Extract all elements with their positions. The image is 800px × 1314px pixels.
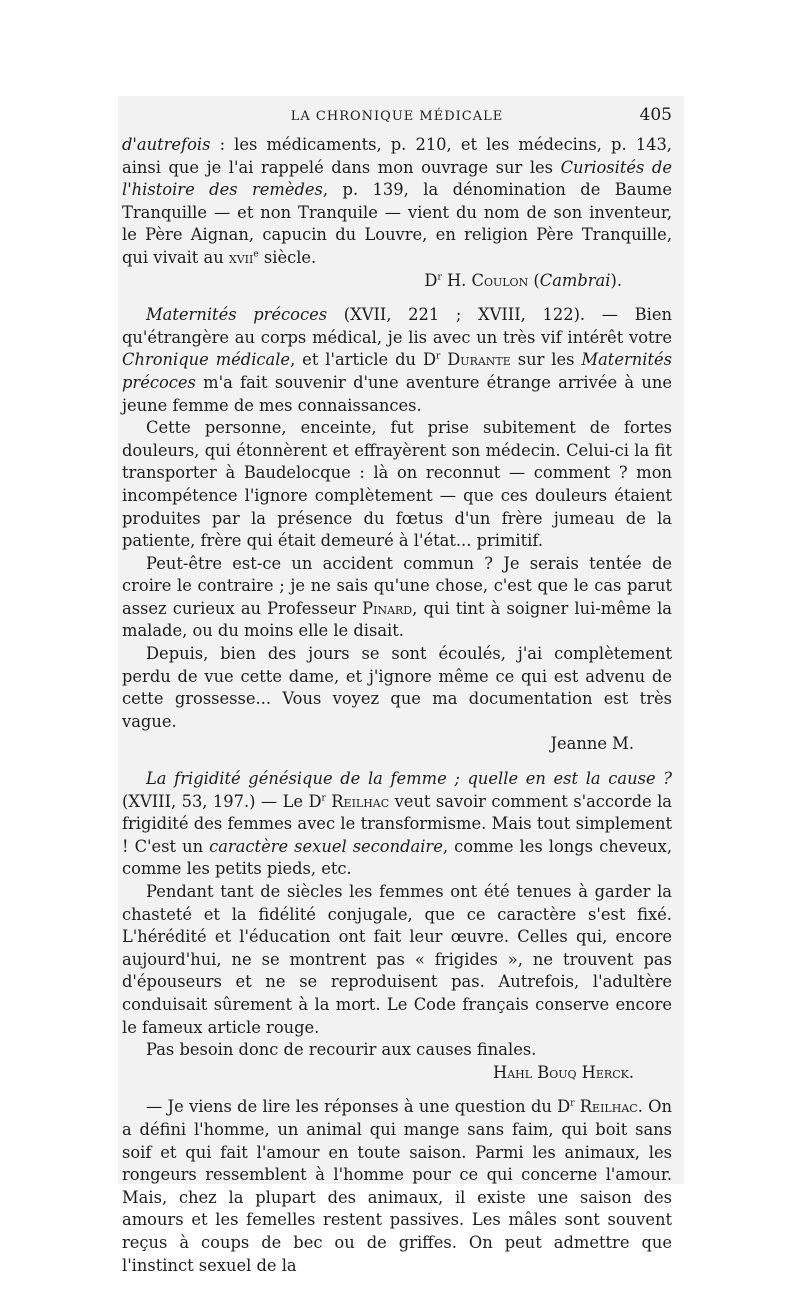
paragraph-accident [122,553,672,643]
section-gap [122,1084,672,1096]
page-header [122,104,672,130]
paragraph-besoin: Pas besoin donc de recourir aux causes finales. [146,1040,537,1060]
place-name: Cambrai [539,270,611,290]
text-run: veut savoir comment s'accorde la frigidité des femmes avec le transformisme. Mais tout simplement ! C'est un [122,791,672,856]
text-run: , et l'article du D [290,350,436,370]
paragraph-siecles: Pendant tant de siècles les femmes ont été tenues à garder la chasteté et la fidélité conjugale, que ce caractère s'est fixé. L'hérédité et l'éducation ont fait leur œuvre. Celles qui, encore aujourd'hui, ne se montrent pas « frigides », ne trouvent pas d'épouseurs et ne se reproduisent pas. Autrefois, l'adultère conduisait sûrement à la mort. Le Code français conserve encore le fameux article rouge. [122,882,672,1037]
text-run: : les médicaments, p. 210, et les médecins, p. 143, ainsi que je l'ai rappelé dans mon ouvrage sur les [122,135,672,177]
page-text [122,104,672,1277]
text-run: ( [528,270,540,290]
text-run: Peut-être est-ce un accident commun ? Je serais tentée de croire le contraire ; je ne sais qu'une chose, c'est que le cas parut assez curieux au Professeur [122,553,672,618]
article-title: Maternités précoces [122,350,672,392]
paragraph-frigidite [122,768,672,881]
section-gap [122,756,672,768]
signature-coulon [122,270,672,293]
journal-title: Chronique médicale [122,350,291,370]
book-title: Curiosités de l'histoire des remèdes [122,157,672,200]
superscript: r [570,1098,575,1109]
text-run: (XVIII, 53, 197.) — Le D [122,791,322,811]
text-run: . On a défini l'homme, un animal qui mange sans faim, qui boit sans soif et qui fait l'amour en toute saison. Parmi les animaux, les rongeurs ressemblent à l'homme pour ce qui concerne l'amour. Mais, chez la plupart des animaux, il existe une saison des amours et les femelles restent passives. Les mâles sont souvent reçus à coups de bec ou de griffes. On peut admettre que l'instinct sexuel de la [122,1097,672,1275]
century-numeral: xvii [228,247,254,267]
section-gap [122,292,672,304]
superscript: r [436,351,441,362]
author-name: Pinard [362,598,413,618]
paragraph-depuis: Depuis, bien des jours se sont écoulés, j'ai complètement perdu de vue cette dame, et j'ignore même ce qui est advenu de cette grossesse... Vous voyez que ma documentation est très vague. [122,644,672,731]
author-name: Reilhac [331,791,390,811]
page-number: 405 [639,105,672,125]
paragraph-remedes [122,134,672,270]
text-run: , p. 139, la dénomination de Baume Tranquille — et non Tranquile — vient du nom de son inventeur, le Père Aignan, capucin du Louvre, en religion Père Tranquille, qui vivait au [122,180,672,267]
signature-hahl: Hahl Bouq Herck. [493,1062,634,1082]
text-run: D [424,270,438,290]
signature-jeanne: Jeanne M. [550,734,634,754]
text-run: , qui tint à soigner lui-même la malade, ou du moins elle le disait. [122,598,672,641]
text-run: H. [441,270,472,290]
superscript: r [321,793,326,804]
text-run: m'a fait souvenir d'une aventure étrange arrivée à une jeune femme de mes connaissances. [122,372,672,415]
text-run: ). [610,270,622,290]
paragraph-personne: Cette personne, enceinte, fut prise subitement de fortes douleurs, qui étonnèrent et effrayèrent son médecin. Celui-ci la fit transporter à Baudelocque : là on reconnut — comment ? mon incompétence l'ignore complètement — que ces douleurs étaient produites par la présence du fœtus d'un frère jumeau de la patiente, frère qui était demeuré à l'état... primitif. [122,418,672,551]
author-name: Durante [447,350,511,370]
section-title: La frigidité génésique de la femme ; quelle en est la cause ? [146,769,672,789]
text-run: (XVII, 221 ; XVIII, 122). — Bien qu'étrangère au corps médical, je lis avec un très vif intérêt votre [122,305,672,347]
italic-text: caractère sexuel secondaire [209,836,443,856]
superscript: e [253,249,259,260]
text-run: siècle. [258,247,317,267]
italic-text: d'autrefois [122,135,211,154]
superscript: r [437,272,442,283]
author-name: Reilhac [579,1097,638,1117]
author-name: Coulon [471,270,529,290]
text-run: — Je viens de lire les réponses à une question du D [146,1097,571,1117]
section-title: Maternités précoces [146,305,328,325]
paragraph-maternites [122,304,672,417]
paragraph-reponses [122,1096,672,1277]
running-head: LA CHRONIQUE MÉDICALE [290,109,504,124]
text-run: sur les [510,350,582,370]
text-run: , comme les longs cheveux, comme les petits pieds, etc. [122,836,672,879]
